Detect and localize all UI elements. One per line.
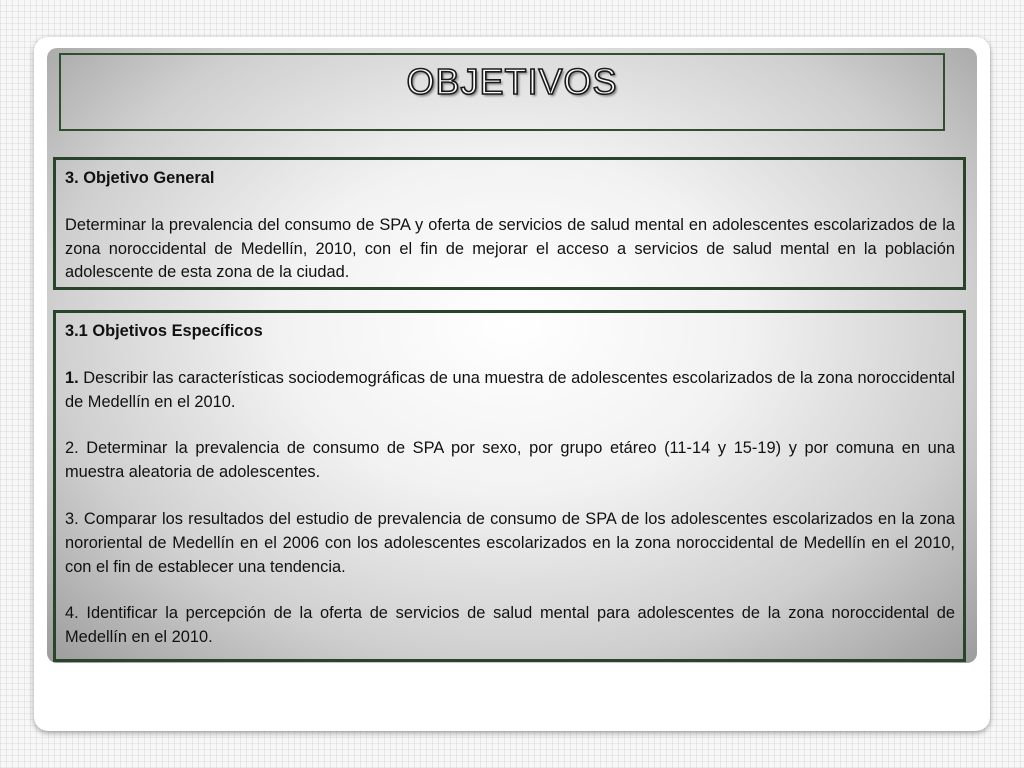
specific-objective-1-number: 1. <box>65 368 79 387</box>
general-objective-box <box>53 157 966 290</box>
general-objective-text: Determinar la prevalencia del consumo de SPA y oferta de servicios de salud mental en adolescentes escolarizados de la zona noroccidental de Medellín, 2010, con el fin de mejorar el acceso a servicios de salud mental en la población adolescente de esta zona de la ciudad. <box>65 215 955 282</box>
slide-title: OBJETIVOS <box>406 61 618 102</box>
general-objective-heading: 3. Objetivo General <box>65 169 215 187</box>
specific-objective-4: 4. Identificar la percepción de la oferta de servicios de salud mental para adolescentes de la zona noroccidental de Medellín en el 2010. <box>65 604 955 647</box>
specific-objective-1-text: Describir las características sociodemográficas de una muestra de adolescentes escolarizados de la zona noroccidental de Medellín en el 2010. <box>65 368 955 411</box>
specific-objective-3: 3. Comparar los resultados del estudio de prevalencia de consumo de SPA de los adolescentes escolarizados en la zona nororiental de Medellín en el 2006 con los adolescentes escolarizados en la zona noroccidental de Medellín en el 2010, con el fin de establecer una tendencia. <box>65 509 955 576</box>
specific-objectives-box <box>53 310 966 662</box>
specific-objectives-heading: 3.1 Objetivos Específicos <box>65 322 263 340</box>
specific-objective-1 <box>65 367 955 415</box>
specific-objective-2: 2. Determinar la prevalencia de consumo de SPA por sexo, por grupo etáreo (11-14 y 15-19) y por comuna en una muestra aleatoria de adolescentes. <box>65 439 955 482</box>
